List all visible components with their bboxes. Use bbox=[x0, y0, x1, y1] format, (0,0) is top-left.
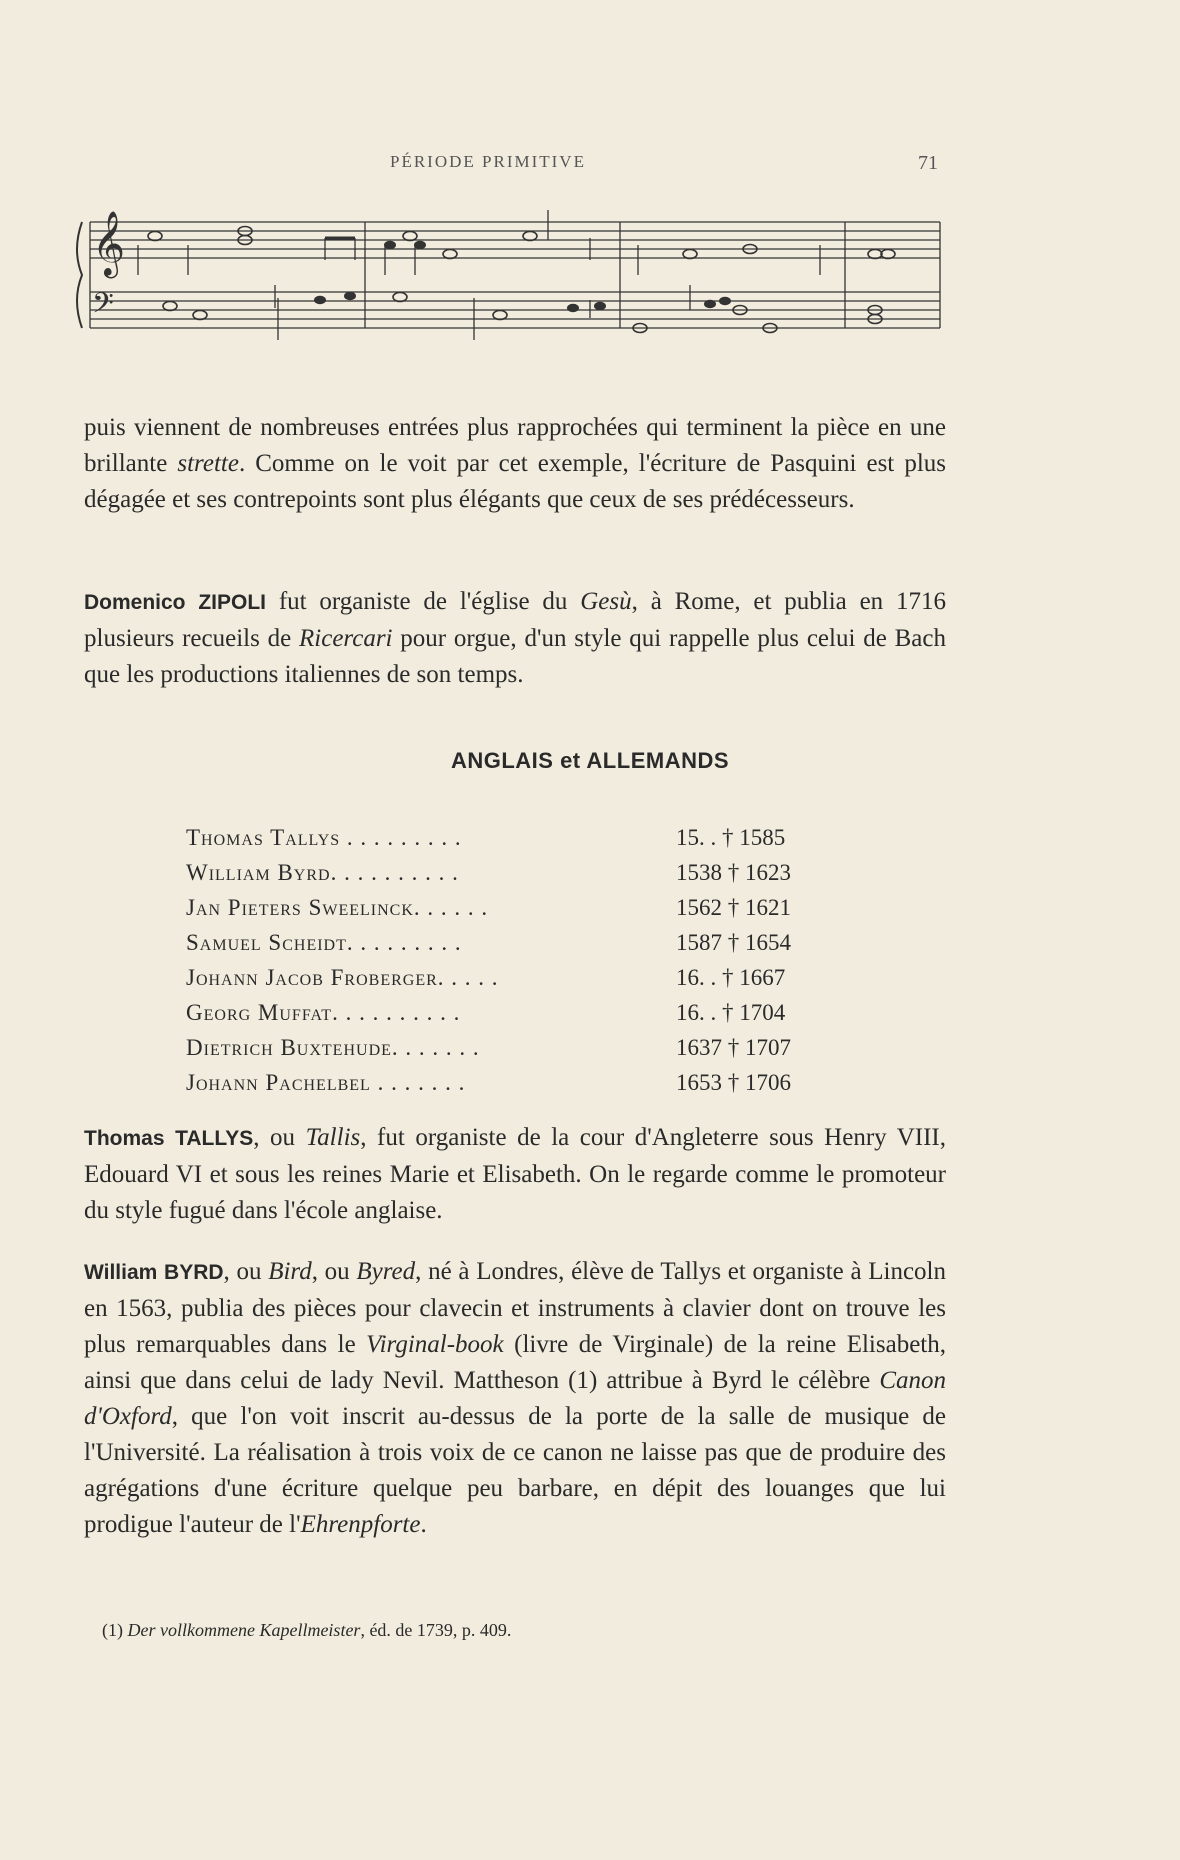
italic-term: Virginal-book bbox=[366, 1331, 504, 1358]
composer-name: Samuel Scheidt. . . . . . . . . bbox=[186, 930, 462, 955]
text-run: , né à Londres, élève de Tallys et organiste à Lincoln en 1563, publia des pièces pour clavecin et instruments à clavier dont on trouve les plus remarquables dans le bbox=[84, 1258, 946, 1358]
paragraph-byrd bbox=[84, 1254, 946, 1543]
composer-row bbox=[186, 1035, 846, 1070]
lead-first-name: Domenico bbox=[84, 591, 186, 614]
composer-row bbox=[186, 895, 846, 930]
composer-list bbox=[186, 825, 846, 1105]
composer-name: Dietrich Buxtehude. . . . . . . bbox=[186, 1035, 480, 1060]
text-run: , ou bbox=[223, 1258, 269, 1285]
italic-term: Ricercari bbox=[299, 625, 393, 652]
lead-surname: TALLYS bbox=[175, 1127, 254, 1150]
svg-text:𝄞: 𝄞 bbox=[92, 211, 126, 276]
composer-dates: 16. . † 1667 bbox=[676, 965, 786, 990]
composer-dates: 1587 † 1654 bbox=[676, 930, 791, 955]
lead-surname: ZIPOLI bbox=[198, 591, 267, 614]
composer-row bbox=[186, 1070, 846, 1105]
composer-row bbox=[186, 860, 846, 895]
composer-name: Thomas Tallys . . . . . . . . . bbox=[186, 825, 462, 850]
footnote bbox=[102, 1620, 942, 1641]
text-run: , ou bbox=[253, 1124, 306, 1151]
text-run: (livre de Virginale) de la reine Elisabeth, ainsi que dans celui de lady Nevil. Mattheson (1) attribue à Byrd le célèbre bbox=[84, 1331, 946, 1394]
composer-name: Johann Jacob Froberger. . . . . bbox=[186, 965, 499, 990]
footnote-text: , éd. de 1739, p. 409. bbox=[360, 1620, 512, 1640]
composer-row bbox=[186, 825, 846, 860]
italic-term: strette bbox=[177, 450, 239, 477]
footnote-marker: (1) bbox=[102, 1620, 128, 1640]
text-run: , ou bbox=[311, 1258, 357, 1285]
italic-term: Canon d'Oxford bbox=[84, 1367, 946, 1430]
paragraph-zipoli bbox=[84, 584, 946, 693]
text-run: , fut organiste de la cour d'Angleterre sous Henry VIII, Edouard VI et sous les reines Marie et Elisabeth. On le regarde comme le promoteur du style fugué dans l'école anglaise. bbox=[84, 1124, 947, 1224]
text-run: , que l'on voit inscrit au-dessus de la porte de la salle de musique de l'Université. La réalisation à trois voix de ce canon ne laisse pas que de produire des agrégations d'une écriture quelque peu barbare, en dépit des louanges que lui prodigue l'auteur de l' bbox=[84, 1403, 946, 1538]
composer-name: Jan Pieters Sweelinck. . . . . . bbox=[186, 895, 489, 920]
composer-row bbox=[186, 930, 846, 965]
composer-dates: 15. . † 1585 bbox=[676, 825, 786, 850]
composer-dates: 1538 † 1623 bbox=[676, 860, 791, 885]
composer-name: Johann Pachelbel . . . . . . . bbox=[186, 1070, 466, 1095]
italic-term: Bird bbox=[268, 1258, 312, 1285]
composer-row bbox=[186, 1000, 846, 1035]
lead-first-name: William bbox=[84, 1261, 158, 1284]
text-run: . Comme on le voit par cet exemple, l'écriture de Pasquini est plus dégagée et ses contrepoints sont plus élégants que ceux de ses prédécesseurs. bbox=[84, 450, 946, 513]
text-run: fut organiste de l'église du bbox=[266, 588, 581, 615]
lead-surname: BYRD bbox=[164, 1261, 224, 1284]
music-score-figure bbox=[70, 200, 950, 360]
text-run: puis viennent de nombreuses entrées plus rapprochées qui terminent la pièce en une brillante bbox=[84, 414, 946, 477]
composer-name: William Byrd. . . . . . . . . . bbox=[186, 860, 459, 885]
italic-term: Byred bbox=[356, 1258, 416, 1285]
composer-dates: 16. . † 1704 bbox=[676, 1000, 786, 1025]
running-head: PÉRIODE PRIMITIVE bbox=[390, 152, 586, 171]
paragraph-pasquini bbox=[84, 410, 946, 518]
italic-term: Ehrenpforte bbox=[300, 1511, 421, 1538]
music-staff-image bbox=[70, 200, 950, 360]
composer-row bbox=[186, 965, 846, 1000]
text-run: . bbox=[420, 1511, 427, 1538]
footnote-title: Der vollkommene Kapellmeister bbox=[127, 1620, 361, 1640]
section-heading: ANGLAIS et ALLEMANDS bbox=[450, 748, 730, 773]
text-run: , à Rome, et publia en 1716 plusieurs recueils de bbox=[84, 588, 946, 652]
composer-dates: 1637 † 1707 bbox=[676, 1035, 791, 1060]
composer-dates: 1653 † 1706 bbox=[676, 1070, 791, 1095]
composer-dates: 1562 † 1621 bbox=[676, 895, 791, 920]
text-run: pour orgue, d'un style qui rappelle plus celui de Bach que les productions italiennes de son temps. bbox=[84, 625, 946, 688]
paragraph-tallys bbox=[84, 1120, 946, 1229]
svg-text:𝄢: 𝄢 bbox=[92, 287, 114, 327]
italic-term: Gesù bbox=[580, 588, 632, 615]
page-number: 71 bbox=[918, 152, 938, 174]
italic-term: Tallis bbox=[305, 1124, 361, 1151]
lead-first-name: Thomas bbox=[84, 1127, 165, 1150]
composer-name: Georg Muffat. . . . . . . . . . bbox=[186, 1000, 461, 1025]
